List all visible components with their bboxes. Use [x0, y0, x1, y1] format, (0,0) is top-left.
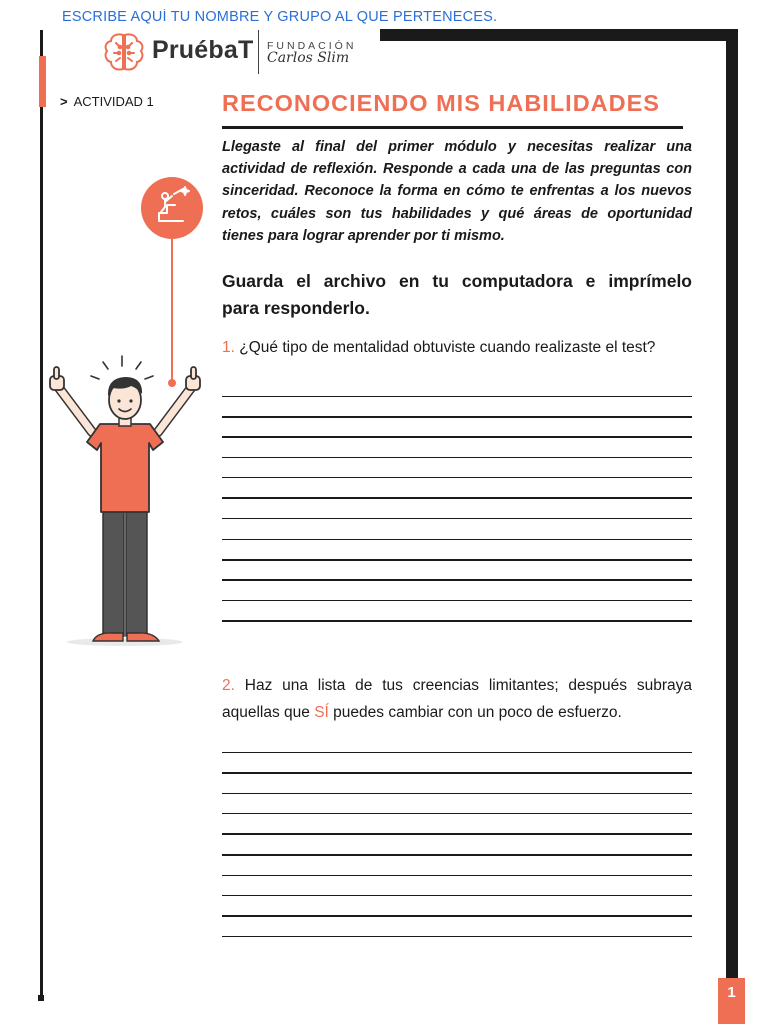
answer-line[interactable]	[222, 854, 692, 856]
answer-line[interactable]	[222, 416, 692, 418]
brain-logo-icon	[102, 31, 146, 73]
activity-label	[60, 94, 154, 109]
celebrating-person-illustration	[45, 352, 205, 648]
answer-line[interactable]	[222, 875, 692, 876]
growth-ladder-icon-badge	[141, 177, 203, 239]
activity-text: ACTIVIDAD 1	[73, 94, 154, 109]
brand-name: PruébaT	[152, 36, 254, 64]
chevron-right-icon: >	[60, 94, 68, 109]
answer-line[interactable]	[222, 772, 692, 774]
section-marker	[39, 56, 46, 107]
answer-line[interactable]	[222, 600, 692, 601]
intro-line: tienes para lograr aprender por ti mismo.	[222, 227, 505, 244]
answer-line[interactable]	[222, 915, 692, 917]
highlight-word: SÍ	[314, 703, 329, 721]
partner-signature: Carlos Slim	[267, 50, 350, 66]
partner-label: FUNDACIÓN	[267, 40, 357, 52]
answer-line[interactable]	[222, 895, 692, 896]
question-text: aquellas que	[222, 703, 315, 721]
intro-paragraph	[222, 136, 692, 247]
save-instruction-line: para responderlo.	[222, 297, 370, 318]
answer-line[interactable]	[222, 752, 692, 753]
page-number: 1	[718, 978, 745, 1024]
answer-line[interactable]	[222, 457, 692, 458]
left-rule-end	[38, 995, 44, 1001]
title-underline	[222, 126, 683, 129]
answer-line[interactable]	[222, 518, 692, 519]
page-title: RECONOCIENDO MIS HABILIDADES	[222, 90, 660, 116]
right-frame	[726, 29, 738, 979]
top-right-frame	[380, 29, 738, 41]
name-group-field[interactable]	[62, 9, 542, 25]
question-line	[222, 673, 692, 700]
answer-line[interactable]	[222, 620, 692, 622]
answer-line[interactable]	[222, 833, 692, 835]
growth-ladder-icon	[141, 177, 203, 239]
answer-line[interactable]	[222, 579, 692, 581]
question-number: 2.	[222, 677, 235, 694]
answer-line[interactable]	[222, 396, 692, 397]
intro-line: Llegaste al final del primer módulo y necesitas realizar una	[222, 139, 692, 155]
question-2	[222, 673, 692, 726]
answer-line[interactable]	[222, 559, 692, 561]
intro-line: sinceridad. Reconoce la forma en cómo te enfrentas a los nuevos	[222, 183, 692, 200]
question-text: ¿Qué tipo de mentalidad obtuviste cuando realizaste el test?	[239, 339, 656, 356]
question-text: Haz una lista de tus creencias limitantes; después subraya	[244, 677, 692, 694]
answer-line[interactable]	[222, 936, 692, 937]
answer-line[interactable]	[222, 497, 692, 499]
answer-line[interactable]	[222, 477, 692, 478]
question-1	[222, 339, 655, 357]
answer-line[interactable]	[222, 813, 692, 814]
answer-line[interactable]	[222, 793, 692, 794]
answer-line[interactable]	[222, 436, 692, 438]
intro-line: retos, cuáles son tus habilidades y qué áreas de oportunidad	[222, 205, 692, 222]
question-text: puedes cambiar con un poco de esfuerzo.	[328, 703, 622, 721]
answer-line[interactable]	[222, 539, 692, 540]
question-number: 1.	[222, 339, 235, 356]
left-margin-rule	[40, 30, 43, 1000]
logo-separator	[258, 30, 259, 74]
save-instruction	[222, 268, 692, 321]
save-instruction-line: Guarda el archivo en tu computadora e imprímelo	[222, 271, 692, 291]
intro-line: actividad de reflexión. Responde a cada una de las preguntas con	[222, 161, 692, 178]
